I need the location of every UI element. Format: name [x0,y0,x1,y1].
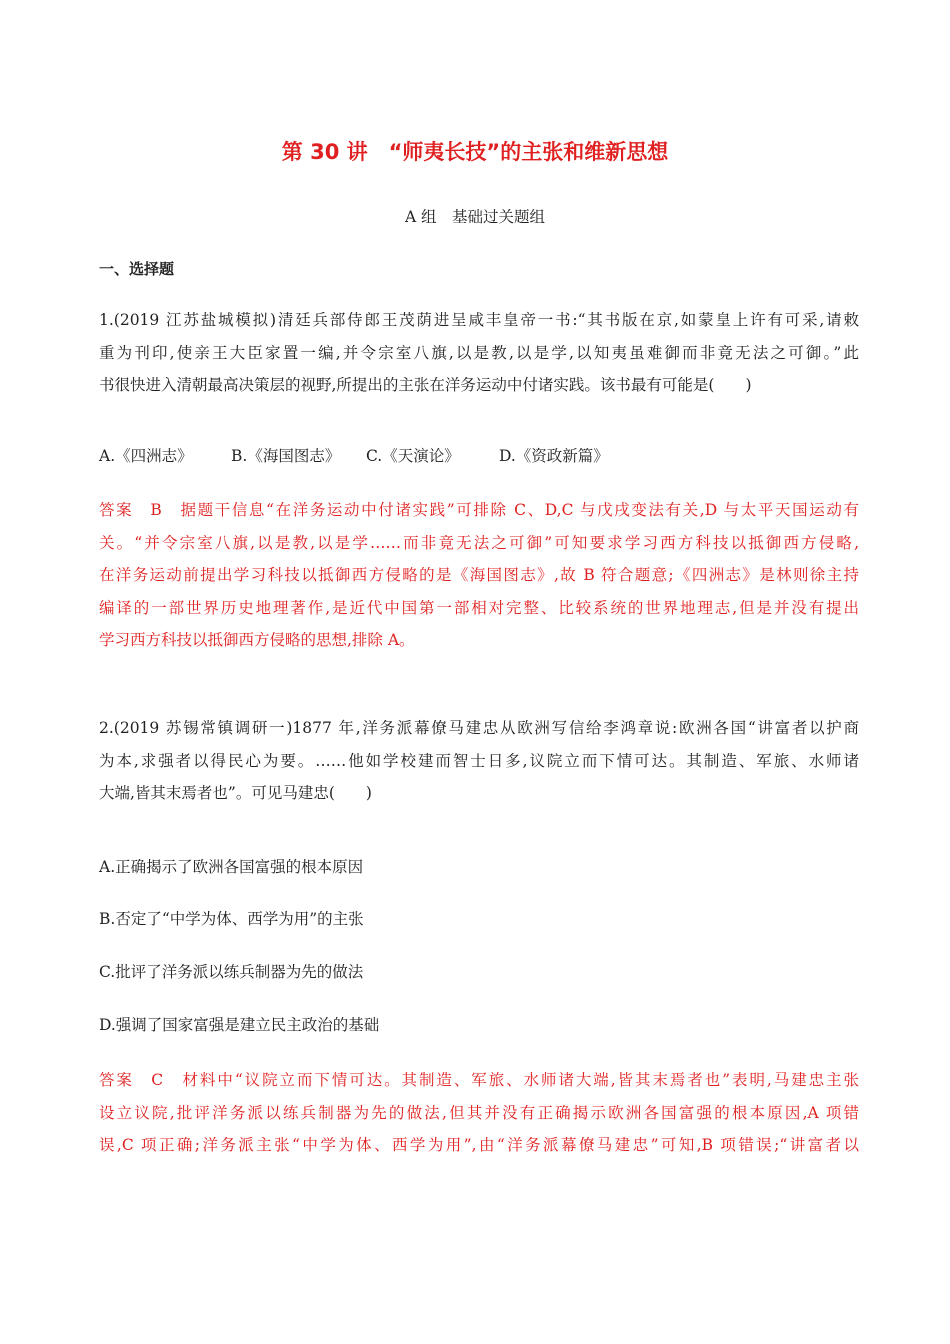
question-1-option-a: A.《四洲志》 [99,447,193,465]
question-2-line: 大端,皆其末焉者也”。可见马建忠( ) [99,784,372,802]
answer-1-line: 学习西方科技以抵御西方侵略的思想,排除 A。 [99,631,415,649]
question-1-option-b: B.《海国图志》 [231,447,341,465]
question-2-option-c: C.批评了洋务派以练兵制器为先的做法 [99,963,364,981]
question-1-option-d: D.《资政新篇》 [499,447,609,465]
question-1-line: 书很快进入清朝最高决策层的视野,所提出的主张在洋务运动中付诸实践。该书最有可能是( ) [99,376,752,394]
question-2-line: 2.(2019 苏锡常镇调研一)1877 年,洋务派幕僚马建忠从欧洲写信给李鸿章说:欧洲各国“讲富者以护商 [99,719,859,737]
question-2-answer [99,1064,859,1162]
question-1-answer [99,494,859,657]
answer-2-line: 误,C 项正确;洋务派主张“中学为体、西学为用”,由“洋务派幕僚马建忠”可知,B 项错误;“讲富者以 [99,1136,859,1154]
answer-2-line: 答案 C 材料中“议院立而下情可达。其制造、军旅、水师诸大端,皆其末焉者也”表明,马建忠主张 [99,1071,859,1089]
question-1-line: 1.(2019 江苏盐城模拟)清廷兵部侍郎王茂荫进呈咸丰皇帝一书:“其书版在京,如蒙皇上许有可采,请敕 [99,311,859,329]
answer-1-line: 答案 B 据题干信息“在洋务运动中付诸实践”可排除 C、D,C 与戊戌变法有关,D 与太平天国运动有 [99,501,859,519]
section-heading: 一、选择题 [99,260,175,278]
question-2-option-a: A.正确揭示了欧洲各国富强的根本原因 [99,858,364,876]
answer-1-line: 在洋务运动前提出学习科技以抵御西方侵略的是《海国图志》,故 B 符合题意;《四洲志》是林则徐主持 [99,566,859,584]
page-title: 第 30 讲 “师夷长技”的主张和维新思想 [281,140,669,164]
question-1-line: 重为刊印,使亲王大臣家置一编,并令宗室八旗,以是教,以是学,以知夷虽难御而非竟无法之可御。”此 [99,343,859,362]
question-2-option-d: D.强调了国家富强是建立民主政治的基础 [99,1016,380,1034]
group-heading: A 组 基础过关题组 [404,208,546,226]
answer-1-line: 关。“并令宗室八旗,以是教,以是学……而非竟无法之可御”可知要求学习西方科技以抵御西方侵略, [99,533,859,552]
question-2-option-b: B.否定了“中学为体、西学为用”的主张 [99,910,364,928]
question-1-option-c: C.《天演论》 [366,447,460,465]
question-2-stem [99,712,859,810]
answer-2-line: 设立议院,批评洋务派以练兵制器为先的做法,但其并没有正确揭示欧洲各国富强的根本原因,A 项错 [99,1103,859,1122]
question-2-line: 为本,求强者以得民心为要。……他如学校建而智士日多,议院立而下情可达。其制造、军旅、水师诸 [99,751,859,770]
question-1-stem [99,304,859,402]
answer-1-line: 编译的一部世界历史地理著作,是近代中国第一部相对完整、比较系统的世界地理志,但是并没有提出 [99,598,859,617]
